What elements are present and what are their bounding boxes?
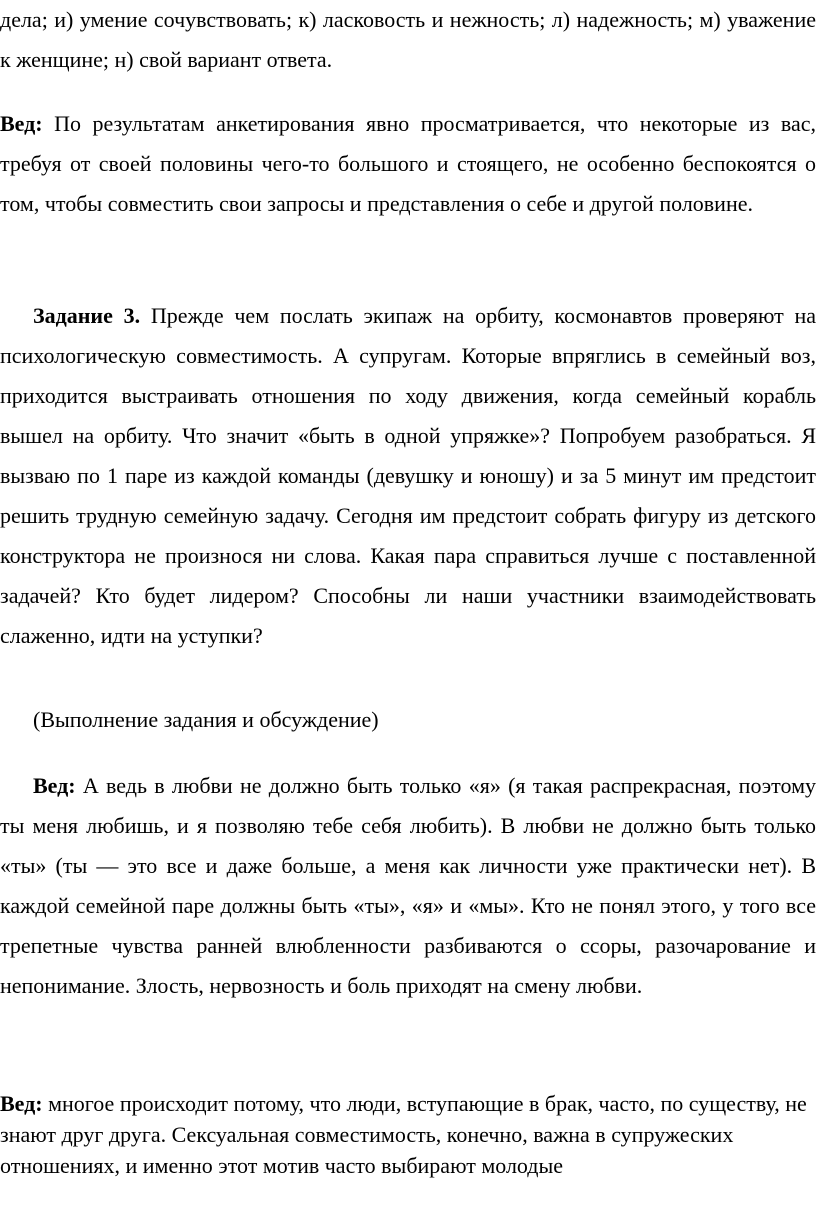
paragraph-host-love bbox=[0, 766, 816, 1006]
speaker-label: Вед: bbox=[33, 773, 76, 798]
paragraph-host-marriage bbox=[0, 1088, 816, 1181]
speaker-label: Вед: bbox=[0, 1091, 43, 1116]
paragraph-task-execution-note bbox=[0, 700, 816, 740]
task-label: Задание 3. bbox=[33, 303, 141, 328]
paragraph-text: (Выполнение задания и обсуждение) bbox=[33, 707, 379, 732]
paragraph-host-survey-results bbox=[0, 104, 816, 224]
paragraph-task-3 bbox=[0, 296, 816, 656]
paragraph-text: Прежде чем послать экипаж на орбиту, космонавтов проверяют на психологическую совместимость. А супругам. Которые впряглись в семейный воз, приходится выстраивать отношения по ходу движения, когда семейный корабль вышел на орбиту. Что значит «быть в одной упряжке»? Попробуем разобраться. Я вызваю по 1 паре из каждой команды (девушку и юношу) и за 5 минут им предстоит решить трудную семейную задачу. Сегодня им предстоит собрать фигуру из детского конструктора не произнося ни слова. Какая пара справиться лучше с поставленной задачей? Кто будет лидером? Способны ли наши участники взаимодействовать слаженно, идти на уступки? bbox=[0, 303, 816, 648]
speaker-label: Вед: bbox=[0, 111, 43, 136]
paragraph-answer-options bbox=[0, 0, 816, 80]
paragraph-text: многое происходит потому, что люди, вступающие в брак, часто, по существу, не знают друг друга. Сексуальная совместимость, конечно, важна в супружеских отношениях, и именно этот мотив часто выбирают молодые bbox=[0, 1091, 807, 1178]
paragraph-text: По результатам анкетирования явно просматривается, что некоторые из вас, требуя от своей половины чего-то большого и стоящего, не особенно беспокоятся о том, чтобы совместить свои запросы и представления о себе и другой половине. bbox=[0, 111, 816, 216]
paragraph-text: А ведь в любви не должно быть только «я» (я такая распрекрасная, поэтому ты меня любишь, и я позволяю тебе себя любить). В любви не должно быть только «ты» (ты — это все и даже больше, а меня как личности уже практически нет). В каждой семейной паре должны быть «ты», «я» и «мы». Кто не понял этого, у того все трепетные чувства ранней влюбленности разбиваются о ссоры, разочарование и непонимание. Злость, нервозность и боль приходят на смену любви. bbox=[0, 773, 816, 998]
paragraph-text: дела; и) умение сочувствовать; к) ласковость и нежность; л) надежность; м) уважение к женщине; н) свой вариант ответа. bbox=[0, 7, 816, 72]
